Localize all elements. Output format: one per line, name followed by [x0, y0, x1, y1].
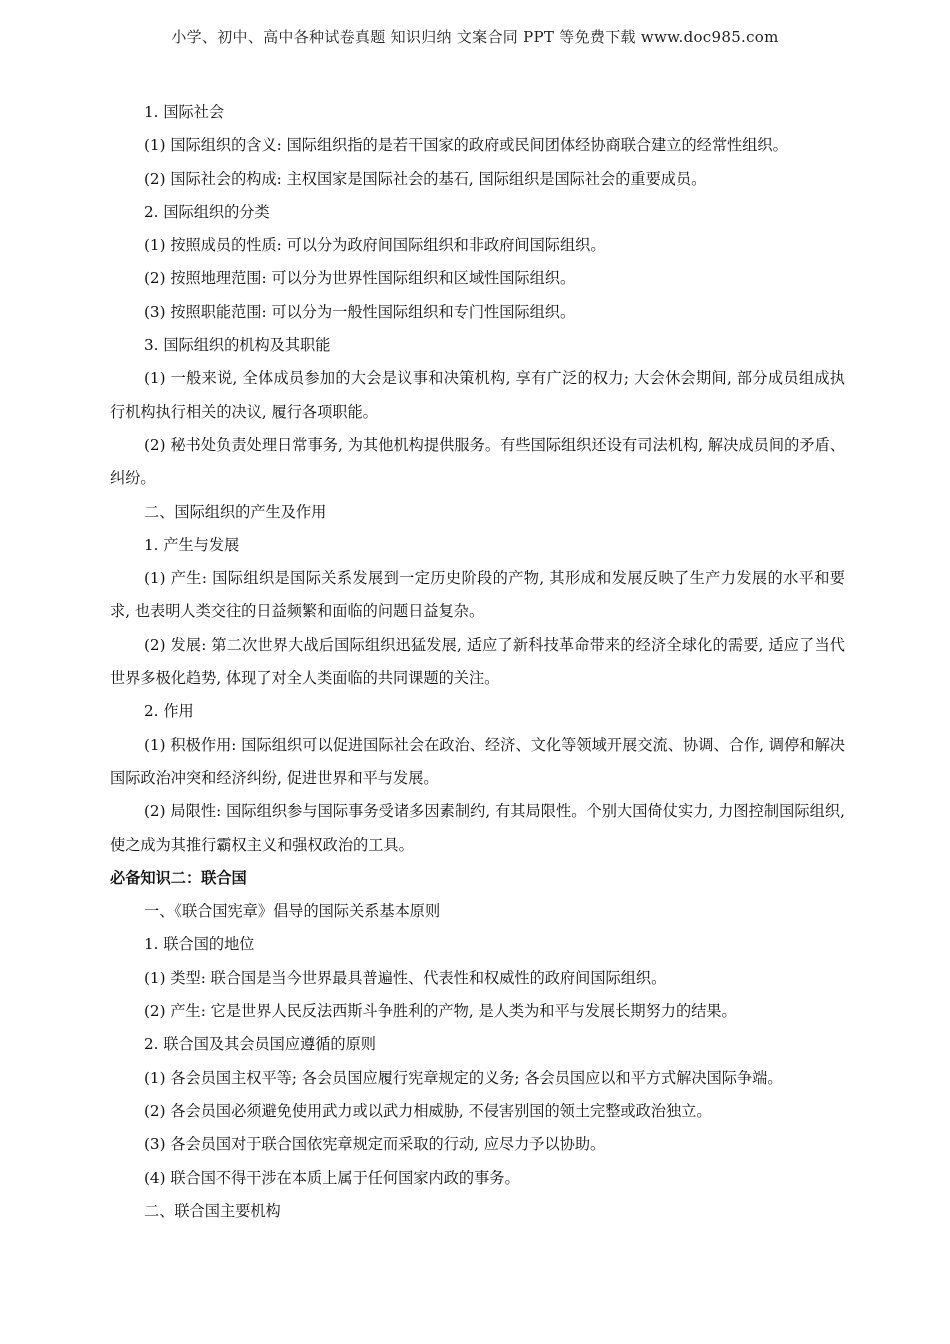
- section-heading-charter-principles: 一、《联合国宪章》倡导的国际关系基本原则: [144, 902, 441, 921]
- heading-un-status: 1. 联合国的地位: [144, 935, 255, 954]
- section-title-united-nations: 必备知识二：联合国: [110, 868, 247, 887]
- paragraph-principle-2: (2) 各会员国必须避免使用武力或以武力相威胁, 不侵害别国的领土完整或政治独立。: [144, 1101, 712, 1120]
- paragraph-un-origin: (2) 产生: 它是世界人民反法西斯斗争胜利的产物, 是人类为和平与发展长期努力的结果。: [144, 1002, 737, 1021]
- paragraph-by-geography: (2) 按照地理范围: 可以分为世界性国际组织和区域性国际组织。: [144, 269, 576, 288]
- heading-role: 2. 作用: [144, 702, 194, 721]
- paragraph-origin: (1) 产生: 国际组织是国际关系发展到一定历史阶段的产物, 其形成和发展反映了生产力发展的水平和要求, 也表明人类交往的日益频繁和面临的问题日益复杂。: [110, 569, 845, 621]
- paragraph-society-composition: (2) 国际社会的构成: 主权国家是国际社会的基石, 国际组织是国际社会的重要成员。: [144, 169, 707, 188]
- paragraph-positive-role: (1) 积极作用: 国际组织可以促进国际社会在政治、经济、文化等领域开展交流、协调、合作, 调停和解决国际政治冲突和经济纠纷, 促进世界和平与发展。: [110, 735, 845, 787]
- heading-international-society: 1. 国际社会: [144, 103, 225, 121]
- paragraph-by-function: (3) 按照职能范围: 可以分为一般性国际组织和专门性国际组织。: [144, 302, 576, 321]
- paragraph-general-assembly: (1) 一般来说, 全体成员参加的大会是议事和决策机构, 享有广泛的权力; 大会休会期间, 部分成员组成执行机构执行相关的决议, 履行各项职能。: [110, 369, 845, 421]
- heading-org-structure: 3. 国际组织的机构及其职能: [144, 336, 331, 355]
- document-body: [110, 96, 845, 1228]
- paragraph-secretariat: (2) 秘书处负责处理日常事务, 为其他机构提供服务。有些国际组织还设有司法机构, 解决成员间的矛盾、纠纷。: [110, 435, 845, 488]
- paragraph-by-member-nature: (1) 按照成员的性质: 可以分为政府间国际组织和非政府间国际组织。: [144, 236, 606, 255]
- paragraph-un-type: (1) 类型: 联合国是当今世界最具普遍性、代表性和权威性的政府间国际组织。: [144, 968, 667, 987]
- paragraph-limitations: (2) 局限性: 国际组织参与国际事务受诸多因素制约, 有其局限性。个别大国倚仗实力, 力图控制国际组织, 使之成为其推行霸权主义和强权政治的工具。: [110, 802, 845, 854]
- section-heading-origin-and-role: 二、国际组织的产生及作用: [144, 502, 327, 521]
- page-header: 小学、初中、高中各种试卷真题 知识归纳 文案合同 PPT 等免费下载 www.doc985.com: [171, 28, 779, 46]
- paragraph-org-definition: (1) 国际组织的含义: 国际组织指的是若干国家的政府或民间团体经协商联合建立的经常性组织。: [144, 136, 788, 155]
- section-heading-un-organs: 二、联合国主要机构: [144, 1201, 281, 1220]
- paragraph-principle-1: (1) 各会员国主权平等; 各会员国应履行宪章规定的义务; 各会员国应以和平方式解决国际争端。: [144, 1068, 783, 1087]
- heading-origin-development: 1. 产生与发展: [144, 535, 240, 554]
- heading-org-classification: 2. 国际组织的分类: [144, 202, 270, 221]
- paragraph-development: (2) 发展: 第二次世界大战后国际组织迅猛发展, 适应了新科技革命带来的经济全球化的需要, 适应了当代世界多极化趋势, 体现了对全人类面临的共同课题的关注。: [110, 635, 845, 688]
- paragraph-principle-3: (3) 各会员国对于联合国依宪章规定而采取的行动, 应尽力予以协助。: [144, 1135, 606, 1154]
- paragraph-principle-4: (4) 联合国不得干涉在本质上属于任何国家内政的事务。: [144, 1168, 520, 1187]
- heading-un-principles: 2. 联合国及其会员国应遵循的原则: [144, 1035, 376, 1054]
